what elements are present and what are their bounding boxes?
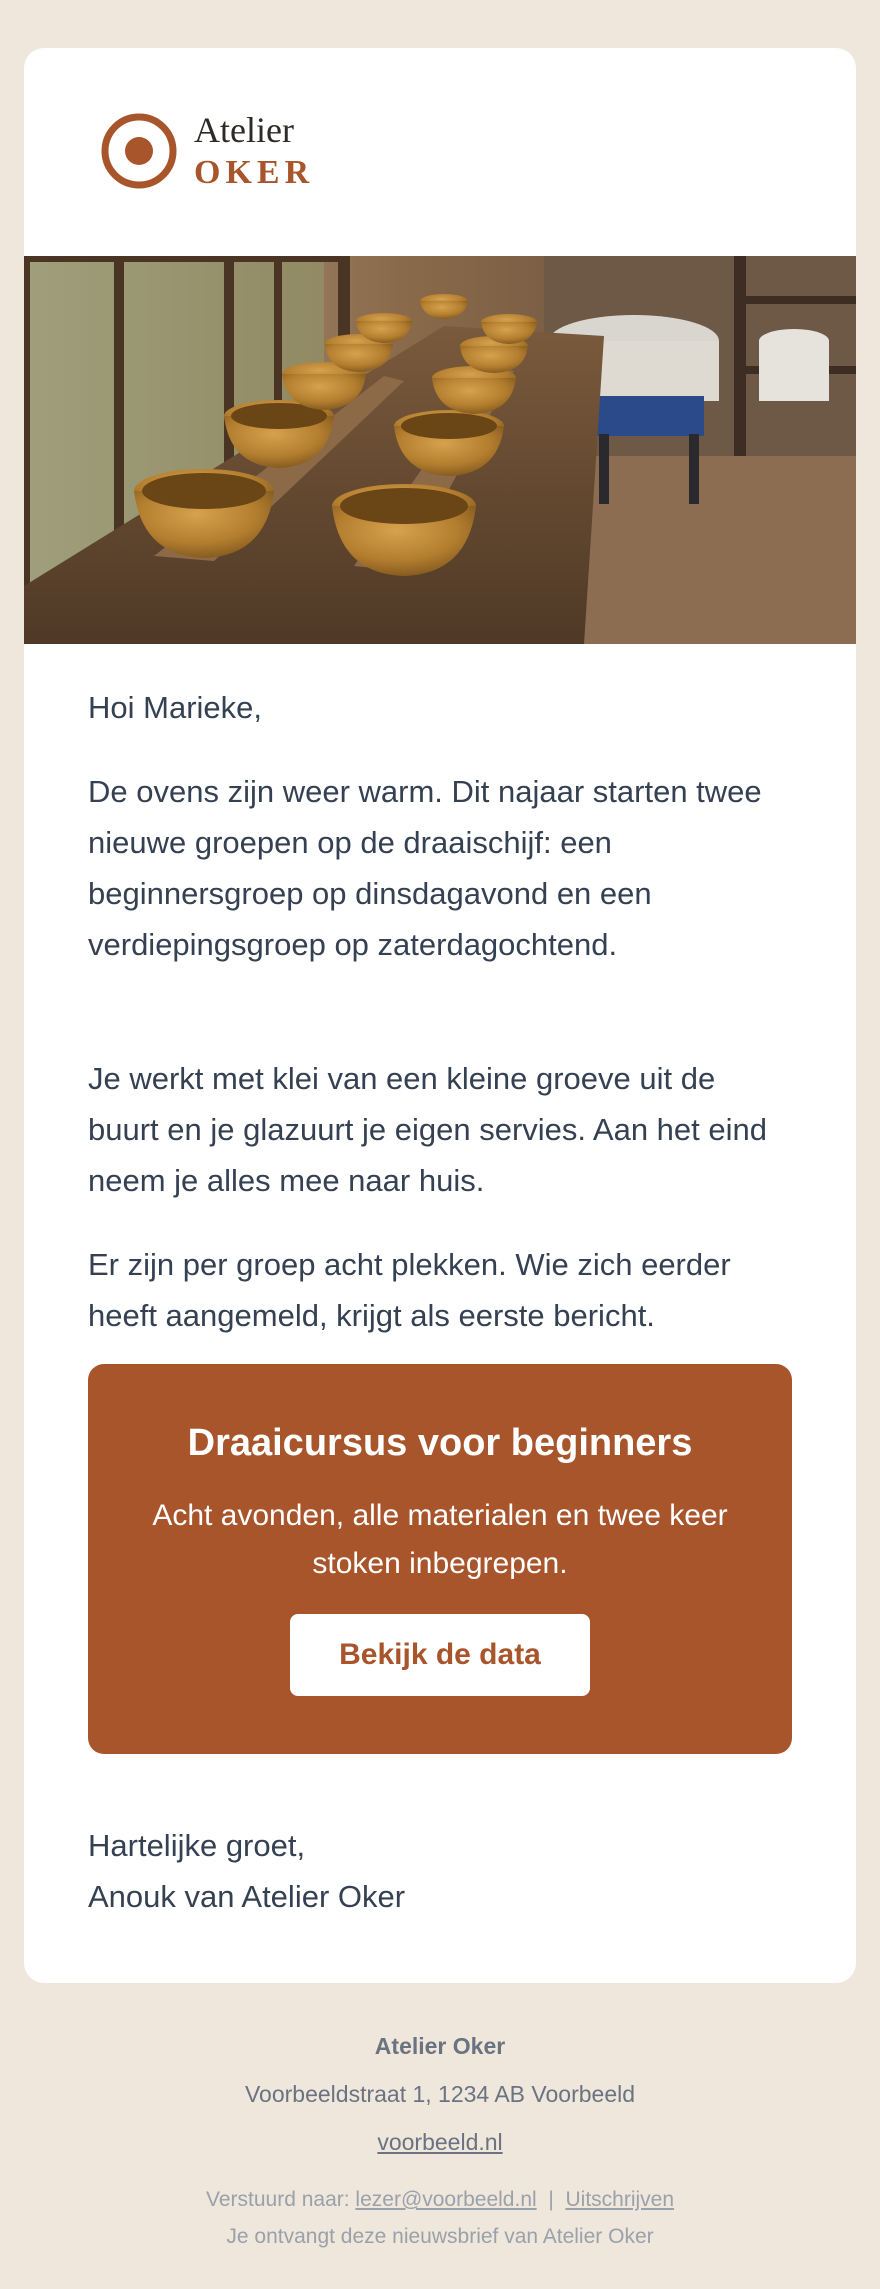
signoff-greeting: Hartelijke groet, [88,1828,306,1863]
footer-separator: | [548,2188,554,2211]
footer-sent-to [0,2188,880,2212]
footer-address: Voorbeeldstraat 1, 1234 AB Voorbeeld [244,2081,636,2107]
signoff [88,1820,792,1922]
hero-image [24,256,856,644]
paragraph: De ovens zijn weer warm. Dit najaar starten twee nieuwe groepen op de draaischijf: een beginnersgroep op dinsdagavond en een verdiepingsgroep op zaterdagochtend. [88,774,762,962]
circle-dot-logo-icon [100,112,178,190]
paragraph: Er zijn per groep acht plekken. Wie zich eerder heeft aangemeld, krijgt als eerste bericht. [88,1247,731,1333]
unsubscribe-link[interactable]: Uitschrijven [565,2188,675,2211]
callout-text: Acht avonden, alle materialen en twee keer stoken inbegrepen. [152,1499,728,1580]
footer-note: Je ontvangt deze nieuwsbrief van Atelier Oker [226,2225,654,2248]
logo-name: Atelier [194,110,294,150]
logo-subname: OKER [194,154,315,191]
email-header [24,48,856,256]
signoff-name: Anouk van Atelier Oker [88,1879,406,1914]
footer-company: Atelier Oker [374,2033,506,2059]
view-dates-button[interactable]: Bekijk de data [290,1614,590,1696]
paragraph: Je werkt met klei van een kleine groeve uit de buurt en je glazuurt je eigen servies. Aan het eind neem je alles mee naar huis. [88,1061,768,1198]
website-link[interactable]: voorbeeld.nl [377,2129,503,2155]
course-callout [88,1364,792,1754]
greeting: Hoi Marieke, [88,690,262,725]
callout-title: Draaicursus voor beginners [187,1422,693,1464]
recipient-email-link[interactable]: lezer@voorbeeld.nl [355,2188,537,2211]
email-card [24,48,856,1983]
footer-website [0,2129,880,2156]
sent-to-label: Verstuurd naar: [205,2188,350,2211]
